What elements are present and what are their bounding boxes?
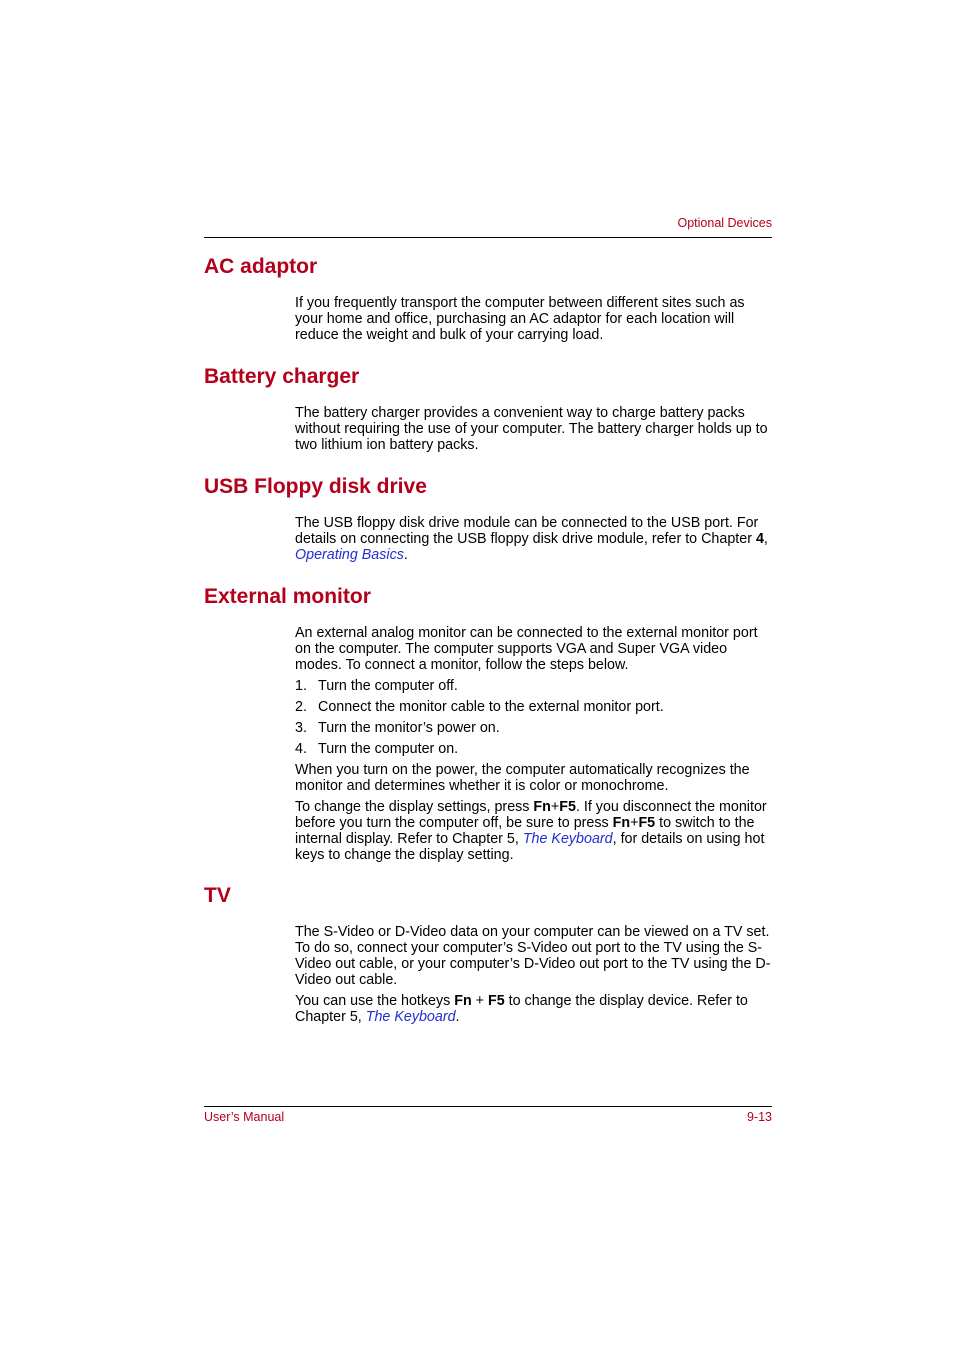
section-usb-floppy xyxy=(295,515,773,568)
step-number: 3. xyxy=(295,720,307,736)
step-text: Connect the monitor cable to the external monitor port. xyxy=(318,699,664,715)
page-number: 9-13 xyxy=(746,1110,772,1124)
step-text: Turn the computer off. xyxy=(318,678,458,694)
paragraph: The battery charger provides a convenient way to charge battery packs without requiring the use of your computer. The battery charger holds up to two lithium ion battery packs. xyxy=(295,405,768,453)
heading-tv: TV xyxy=(204,884,231,907)
text: You can use the hotkeys xyxy=(295,993,455,1009)
list-item xyxy=(295,741,773,757)
heading-external-monitor: External monitor xyxy=(204,585,371,608)
paragraph: When you turn on the power, the computer automatically recognizes the monitor and determines whether it is color or monochrome. xyxy=(295,762,750,794)
text: The USB floppy disk drive module can be connected to the USB port. For details on connecting the USB floppy disk drive module, refer to Chapter xyxy=(295,515,759,547)
link-operating-basics[interactable]: Operating Basics xyxy=(295,547,404,563)
footer-rule xyxy=(204,1106,772,1107)
step-number: 4. xyxy=(295,741,307,757)
step-list xyxy=(295,678,773,757)
paragraph xyxy=(295,799,773,863)
text: To change the display settings, press xyxy=(295,799,534,815)
header-rule xyxy=(204,237,772,238)
chapter-number: 4 xyxy=(755,531,764,547)
paragraph xyxy=(295,515,773,563)
plus: + xyxy=(471,993,488,1009)
paragraph: If you frequently transport the computer between different sites such as your home and office, purchasing an AC adaptor for each location will reduce the weight and bulk of your carrying load. xyxy=(295,295,745,343)
text: , xyxy=(763,531,768,547)
key-f5: F5 xyxy=(488,993,505,1009)
plus: + xyxy=(630,815,639,831)
key-fn: Fn xyxy=(612,815,631,831)
paragraph xyxy=(295,993,773,1025)
text: . xyxy=(455,1009,460,1025)
key-f5: F5 xyxy=(559,799,576,815)
running-header: Optional Devices xyxy=(677,216,772,230)
key-fn: Fn xyxy=(533,799,551,815)
step-number: 2. xyxy=(295,699,307,715)
section-tv xyxy=(295,924,773,1030)
paragraph: An external analog monitor can be connected to the external monitor port on the computer. The computer supports VGA and Super VGA video modes. To connect a monitor, follow the steps below. xyxy=(295,625,758,673)
link-the-keyboard[interactable]: The Keyboard xyxy=(522,831,613,847)
list-item xyxy=(295,699,773,715)
text: to switch to the internal display. Refer to Chapter 5, xyxy=(295,815,755,847)
link-the-keyboard[interactable]: The Keyboard xyxy=(365,1009,456,1025)
paragraph: The S-Video or D-Video data on your computer can be viewed on a TV set. To do so, connect your computer’s S-Video out port to the TV using the S-Video out cable, or your computer’s D-Video out port to the TV using the D-Video out cable. xyxy=(295,924,771,988)
text: to change the display device. Refer to Chapter 5, xyxy=(295,993,748,1025)
text: . If you disconnect the monitor before you turn the computer off, be sure to press xyxy=(295,799,767,831)
list-item xyxy=(295,720,773,736)
section-battery-charger xyxy=(295,405,773,458)
step-text: Turn the monitor’s power on. xyxy=(318,720,500,736)
heading-ac-adaptor: AC adaptor xyxy=(204,255,318,278)
heading-battery-charger: Battery charger xyxy=(204,365,360,388)
step-number: 1. xyxy=(295,678,307,694)
text: , for details on using hot keys to change the display setting. xyxy=(295,831,765,863)
key-f5: F5 xyxy=(638,815,656,831)
footer-manual-title: User’s Manual xyxy=(204,1110,285,1124)
section-ac-adaptor xyxy=(295,295,773,348)
plus: + xyxy=(550,799,560,815)
text: . xyxy=(403,547,408,563)
step-text: Turn the computer on. xyxy=(318,741,459,757)
key-fn: Fn xyxy=(454,993,472,1009)
section-external-monitor xyxy=(295,625,773,868)
list-item xyxy=(295,678,773,694)
heading-usb-floppy: USB Floppy disk drive xyxy=(204,475,427,498)
